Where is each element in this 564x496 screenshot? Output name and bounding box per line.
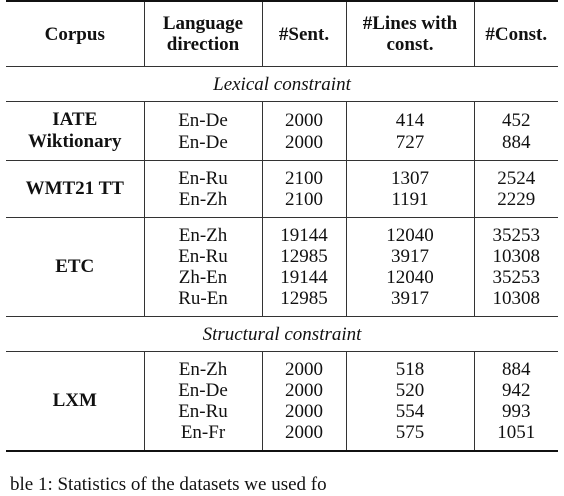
header-row	[6, 1, 558, 67]
constraints-cell: 10308	[474, 246, 558, 267]
sentences-cell: 2000	[262, 131, 346, 161]
language-direction-cell: En-Ru	[144, 161, 262, 190]
sentences-cell: 19144	[262, 218, 346, 247]
language-direction-cell: En-Ru	[144, 401, 262, 422]
constraints-cell: 884	[474, 352, 558, 381]
header-corpus: Corpus	[6, 1, 144, 67]
lines-with-constraints-cell: 12040	[346, 218, 474, 247]
sentences-cell: 2100	[262, 189, 346, 218]
lines-with-constraints-cell: 727	[346, 131, 474, 161]
constraints-cell: 1051	[474, 422, 558, 451]
sentences-cell: 2000	[262, 352, 346, 381]
dataset-statistics-table	[6, 0, 558, 452]
corpus-name-cell: WMT21 TT	[6, 161, 144, 218]
constraints-cell: 10308	[474, 288, 558, 317]
constraints-cell: 452	[474, 102, 558, 132]
lines-with-constraints-cell: 575	[346, 422, 474, 451]
language-direction-cell: En-Fr	[144, 422, 262, 451]
corpus-name-cell: ETC	[6, 218, 144, 317]
constraints-cell: 2524	[474, 161, 558, 190]
table-body	[6, 67, 558, 452]
table-row	[6, 161, 558, 190]
header-language-direction: Language direction	[144, 1, 262, 67]
section-header-row	[6, 67, 558, 102]
sentences-cell: 2000	[262, 422, 346, 451]
constraints-cell: 35253	[474, 218, 558, 247]
lines-with-constraints-cell: 414	[346, 102, 474, 132]
header-constraints: #Const.	[474, 1, 558, 67]
sentences-cell: 19144	[262, 267, 346, 288]
language-direction-cell: En-De	[144, 102, 262, 132]
language-direction-cell: En-Zh	[144, 218, 262, 247]
constraints-cell: 942	[474, 380, 558, 401]
table-row	[6, 352, 558, 381]
section-title: Structural constraint	[6, 317, 558, 352]
lines-with-constraints-cell: 3917	[346, 246, 474, 267]
section-title: Lexical constraint	[6, 67, 558, 102]
corpus-name-cell	[6, 102, 144, 161]
corpus-name-cell: LXM	[6, 352, 144, 452]
section-header-row	[6, 317, 558, 352]
corpus-name-line: Wiktionary	[27, 131, 122, 152]
constraints-cell: 993	[474, 401, 558, 422]
table-row	[6, 102, 558, 132]
language-direction-cell: En-Zh	[144, 352, 262, 381]
header-sentences: #Sent.	[262, 1, 346, 67]
lines-with-constraints-cell: 12040	[346, 267, 474, 288]
sentences-cell: 2000	[262, 102, 346, 132]
stats-table-container	[6, 0, 558, 452]
table-row	[6, 218, 558, 247]
corpus-name-line: IATE	[52, 109, 98, 130]
lines-with-constraints-cell: 554	[346, 401, 474, 422]
language-direction-cell: En-De	[144, 131, 262, 161]
lines-with-constraints-cell: 518	[346, 352, 474, 381]
sentences-cell: 12985	[262, 246, 346, 267]
language-direction-cell: En-De	[144, 380, 262, 401]
lines-with-constraints-cell: 3917	[346, 288, 474, 317]
sentences-cell: 2000	[262, 380, 346, 401]
table-caption: ble 1: Statistics of the datasets we used fo	[10, 474, 327, 495]
sentences-cell: 2100	[262, 161, 346, 190]
constraints-cell: 35253	[474, 267, 558, 288]
constraints-cell: 884	[474, 131, 558, 161]
constraints-cell: 2229	[474, 189, 558, 218]
language-direction-cell: Zh-En	[144, 267, 262, 288]
sentences-cell: 12985	[262, 288, 346, 317]
lines-with-constraints-cell: 520	[346, 380, 474, 401]
lines-with-constraints-cell: 1191	[346, 189, 474, 218]
header-lines-with-constraints: #Lines with const.	[346, 1, 474, 67]
lines-with-constraints-cell: 1307	[346, 161, 474, 190]
sentences-cell: 2000	[262, 401, 346, 422]
language-direction-cell: Ru-En	[144, 288, 262, 317]
language-direction-cell: En-Zh	[144, 189, 262, 218]
language-direction-cell: En-Ru	[144, 246, 262, 267]
